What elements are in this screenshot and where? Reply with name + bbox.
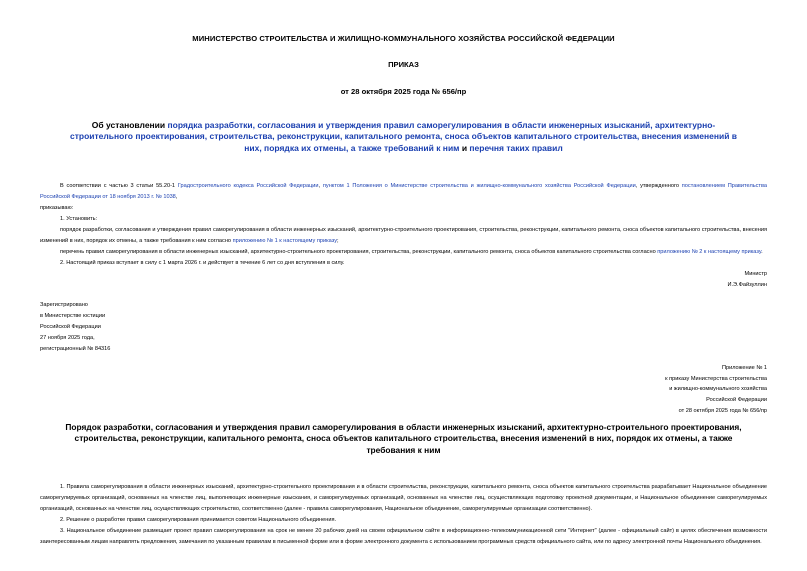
appendix-body — [40, 482, 767, 547]
link-government-decree[interactable]: постановлением Правительства Российской Федерации от 18 ноября 2013 г. № 1038 — [40, 183, 768, 201]
appendix-line: к приказу Министерства строительства — [665, 375, 767, 382]
preamble — [40, 181, 767, 203]
item-1a-text: порядок разработки, согласования и утверждения правил саморегулирования в области инженерных изысканий, архитектурно-строительного проектирования, строительства, реконструкции, капитального ремонта, сноса объектов капитального строительства, внесения изменений в них, порядок их отмены, а также требования к ним согласно — [40, 227, 767, 244]
order-date-number: от 28 октября 2025 года № 656/пр — [340, 87, 467, 96]
appendix-title: Порядок разработки, согласования и утверждения правил саморегулирования в области инженерных изысканий, архитектурно-строительного проектирования, строительства, реконструкции, капитального ремонта, сноса объектов капитального строительства, внесения изменений в них, порядок их отмены, а также требования к ним — [65, 422, 742, 455]
item-1a-end: ; — [337, 237, 339, 244]
preamble-text-1: В соответствии с частью 3 статьи 55.20-1 — [60, 183, 178, 190]
registration-line: Российской Федерации — [40, 324, 101, 331]
link-ministry-regulation[interactable]: пунктом 1 Положения о Министерстве строительства и жилищно-коммунального хозяйства Российской Федерации — [322, 183, 636, 190]
item-1: 1. Установить: — [60, 216, 98, 223]
preamble-order: приказываю: — [40, 205, 74, 212]
item-2: 2. Настоящий приказ вступает в силу с 1 марта 2026 г. и действует в течение 6 лет со дня вступления в силу. — [60, 259, 345, 266]
title-middle: и — [459, 142, 470, 153]
registration-line: в Министерстве юстиции — [40, 313, 106, 320]
item-1b-text: перечень правил саморегулирования в области инженерных изысканий, архитектурно-строительного проектирования, строительства, реконструкции, капитального ремонта, сноса объектов капитального строительства согласно — [60, 248, 658, 255]
appendix-line: и жилищно-коммунального хозяйства — [669, 386, 767, 393]
title-prefix: Об установлении — [91, 120, 168, 130]
order-title — [70, 120, 737, 154]
registration-line: регистрационный № 84316 — [40, 346, 111, 353]
item-1b-end: . — [761, 248, 763, 255]
preamble-text-2: , — [318, 183, 323, 190]
link-grad-code[interactable]: Градостроительного кодекса Российской Федерации — [177, 183, 319, 190]
order-body — [40, 181, 767, 268]
preamble-text-3: , утвержденного — [635, 183, 682, 190]
ministry-heading: МИНИСТЕРСТВО СТРОИТЕЛЬСТВА И ЖИЛИЩНО-КОММУНАЛЬНОГО ХОЗЯЙСТВА РОССИЙСКОЙ ФЕДЕРАЦИИ — [192, 34, 615, 43]
appendix-item-2: 2. Решение о разработке правил саморегулирования принимается советом Национального объединения. — [60, 516, 337, 523]
signature-name: И.Э.Файзуллин — [727, 281, 767, 288]
signature-block — [40, 269, 767, 291]
appendix-header — [40, 363, 767, 416]
order-heading: ПРИКАЗ — [388, 60, 419, 69]
registration-block — [40, 300, 767, 355]
link-appendix-2[interactable]: приложению № 2 к настоящему приказу — [657, 248, 762, 255]
title-link-list[interactable]: перечня таких правил — [469, 142, 563, 153]
appendix-line: Российской Федерации — [706, 396, 767, 403]
item-1b — [40, 247, 767, 258]
signature-role: Министр — [744, 270, 767, 277]
registration-line: Зарегистрировано — [40, 302, 88, 309]
registration-line: 27 ноября 2025 года, — [40, 335, 95, 342]
appendix-item-1: 1. Правила саморегулирования в области инженерных изысканий, архитектурно-строительного проектирования и в области строительства, реконструкции, капитального ремонта, сноса объектов капитального строительства разрабатывает Национальное объединение саморегулируемых организаций, основанных на членстве лиц, выполняющих инженерные изыскания, и саморегулируемых организаций, основанных на членстве лиц, осуществляющих подготовку проектной документации, и Национальное объединение саморегулируемых организаций, основанных на членстве лиц, осуществляющих строительство, соответственно (далее - правила саморегулирования, Национальное объединение, саморегулируемые организации соответственно). — [40, 484, 767, 512]
item-1a — [40, 225, 767, 247]
appendix-item-3: 3. Национальное объединение размещает проект правил саморегулирования на срок не менее 20 рабочих дней на своем официальном сайте в информационно-телекоммуникационной сети "Интернет" (далее - официальный сайт) в целях обеспечения возможности заинтересованным лицам направлять предложения, замечания по указанным правилам в письменной форме или в форме электронного документа с использованием программных средств официального сайта, или по адресу электронной почты Национального объединения. — [40, 527, 767, 545]
link-appendix-1[interactable]: приложению № 1 к настоящему приказу — [232, 237, 337, 244]
title-link-procedure[interactable]: порядка разработки, согласования и утверждения правил саморегулирования в области инженерных изысканий, архитектурно-строительного проектирования, строительства, реконструкции, капитального ремонта, сноса объектов капитального строительства, внесения изменений в них, порядка их отмены, а также требований к ним — [70, 120, 738, 153]
appendix-line: от 28 октября 2025 года № 656/пр — [678, 407, 767, 414]
appendix-line: Приложение № 1 — [721, 365, 767, 371]
preamble-text-4: , — [175, 194, 178, 201]
